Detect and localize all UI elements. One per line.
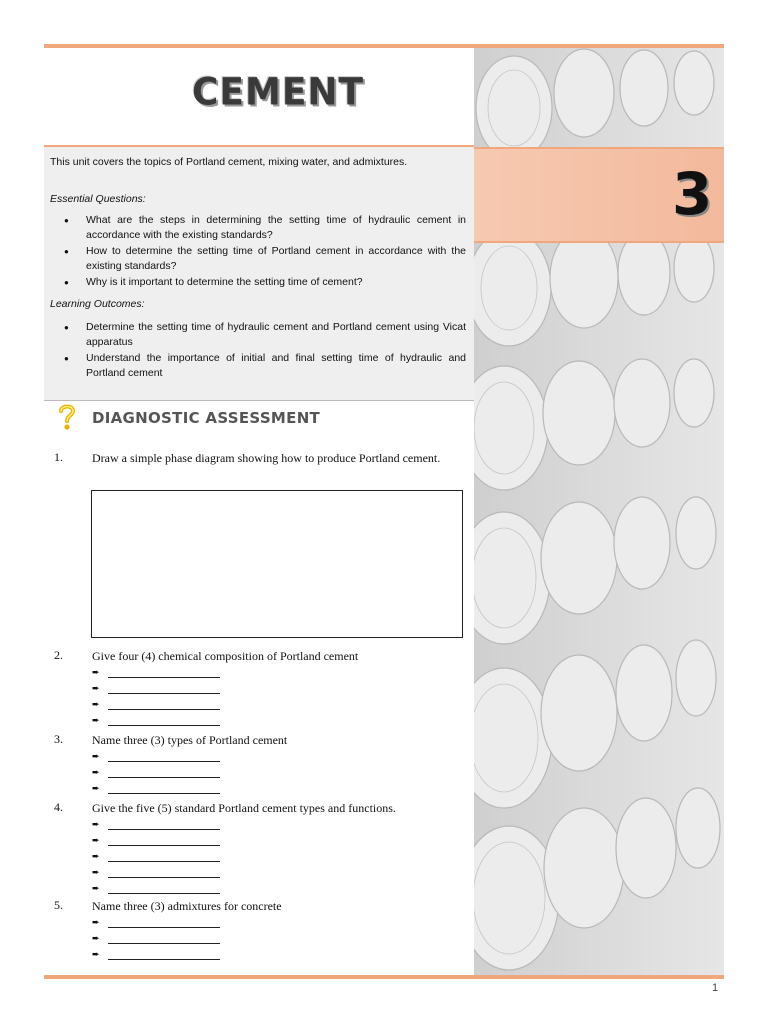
arrow-bullet-icon: ➨ xyxy=(92,933,100,943)
arrow-bullet-icon: ➨ xyxy=(92,683,100,693)
question-text: Give four (4) chemical composition of Portland cement xyxy=(92,649,359,663)
essential-questions-heading: Essential Questions: xyxy=(50,193,146,205)
question-number: 5. xyxy=(54,898,63,912)
essential-question: ● How to determine the setting time of Portland cement in accordance with the existing standards? xyxy=(64,244,466,274)
arrow-bullet-icon: ➨ xyxy=(92,699,100,709)
page-title: CEMENT xyxy=(192,70,365,115)
chapter-number: 3 xyxy=(672,160,713,228)
arrow-bullet-icon: ➨ xyxy=(92,819,100,829)
question-mark-icon xyxy=(54,402,80,432)
question-text: Give the five (5) standard Portland cement types and functions. xyxy=(92,801,396,815)
question-text: Draw a simple phase diagram showing how to produce Portland cement. xyxy=(92,451,441,465)
question-number: 1. xyxy=(54,450,63,464)
intro-text: This unit covers the topics of Portland cement, mixing water, and admixtures. xyxy=(50,156,408,168)
arrow-bullet-icon: ➨ xyxy=(92,883,100,893)
arrow-bullet-icon: ➨ xyxy=(92,751,100,761)
question-text: Name three (3) admixtures for concrete xyxy=(92,899,282,913)
arrow-bullet-icon: ➨ xyxy=(92,835,100,845)
arrow-bullet-icon: ➨ xyxy=(92,917,100,927)
drawing-answer-box[interactable] xyxy=(91,490,463,638)
arrow-bullet-icon: ➨ xyxy=(92,783,100,793)
question-number: 2. xyxy=(54,648,63,662)
learning-outcomes-list xyxy=(64,320,466,382)
learning-outcome: ● Determine the setting time of hydraulic cement and Portland cement using Vicat apparatus xyxy=(64,320,466,350)
learning-outcome: ● Understand the importance of initial and final setting time of hydraulic and Portland cement xyxy=(64,351,466,381)
essential-questions-list xyxy=(64,213,466,291)
arrow-bullet-icon: ➨ xyxy=(92,949,100,959)
question-text: Name three (3) types of Portland cement xyxy=(92,733,288,747)
essential-question: ● Why is it important to determine the setting time of cement? xyxy=(64,275,466,290)
arrow-bullet-icon: ➨ xyxy=(92,867,100,877)
arrow-bullet-icon: ➨ xyxy=(92,715,100,725)
question-number: 4. xyxy=(54,800,63,814)
essential-question: ● What are the steps in determining the setting time of hydraulic cement in accordance with the existing standards? xyxy=(64,213,466,243)
bottom-rule xyxy=(44,975,724,979)
learning-outcomes-heading: Learning Outcomes: xyxy=(50,298,145,310)
page-number: 1 xyxy=(712,982,719,994)
arrow-bullet-icon: ➨ xyxy=(92,851,100,861)
arrow-bullet-icon: ➨ xyxy=(92,767,100,777)
diagnostic-rule xyxy=(44,400,474,401)
question-number: 3. xyxy=(54,732,63,746)
arrow-bullet-icon: ➨ xyxy=(92,667,100,677)
diagnostic-title: DIAGNOSTIC ASSESSMENT xyxy=(92,409,321,427)
